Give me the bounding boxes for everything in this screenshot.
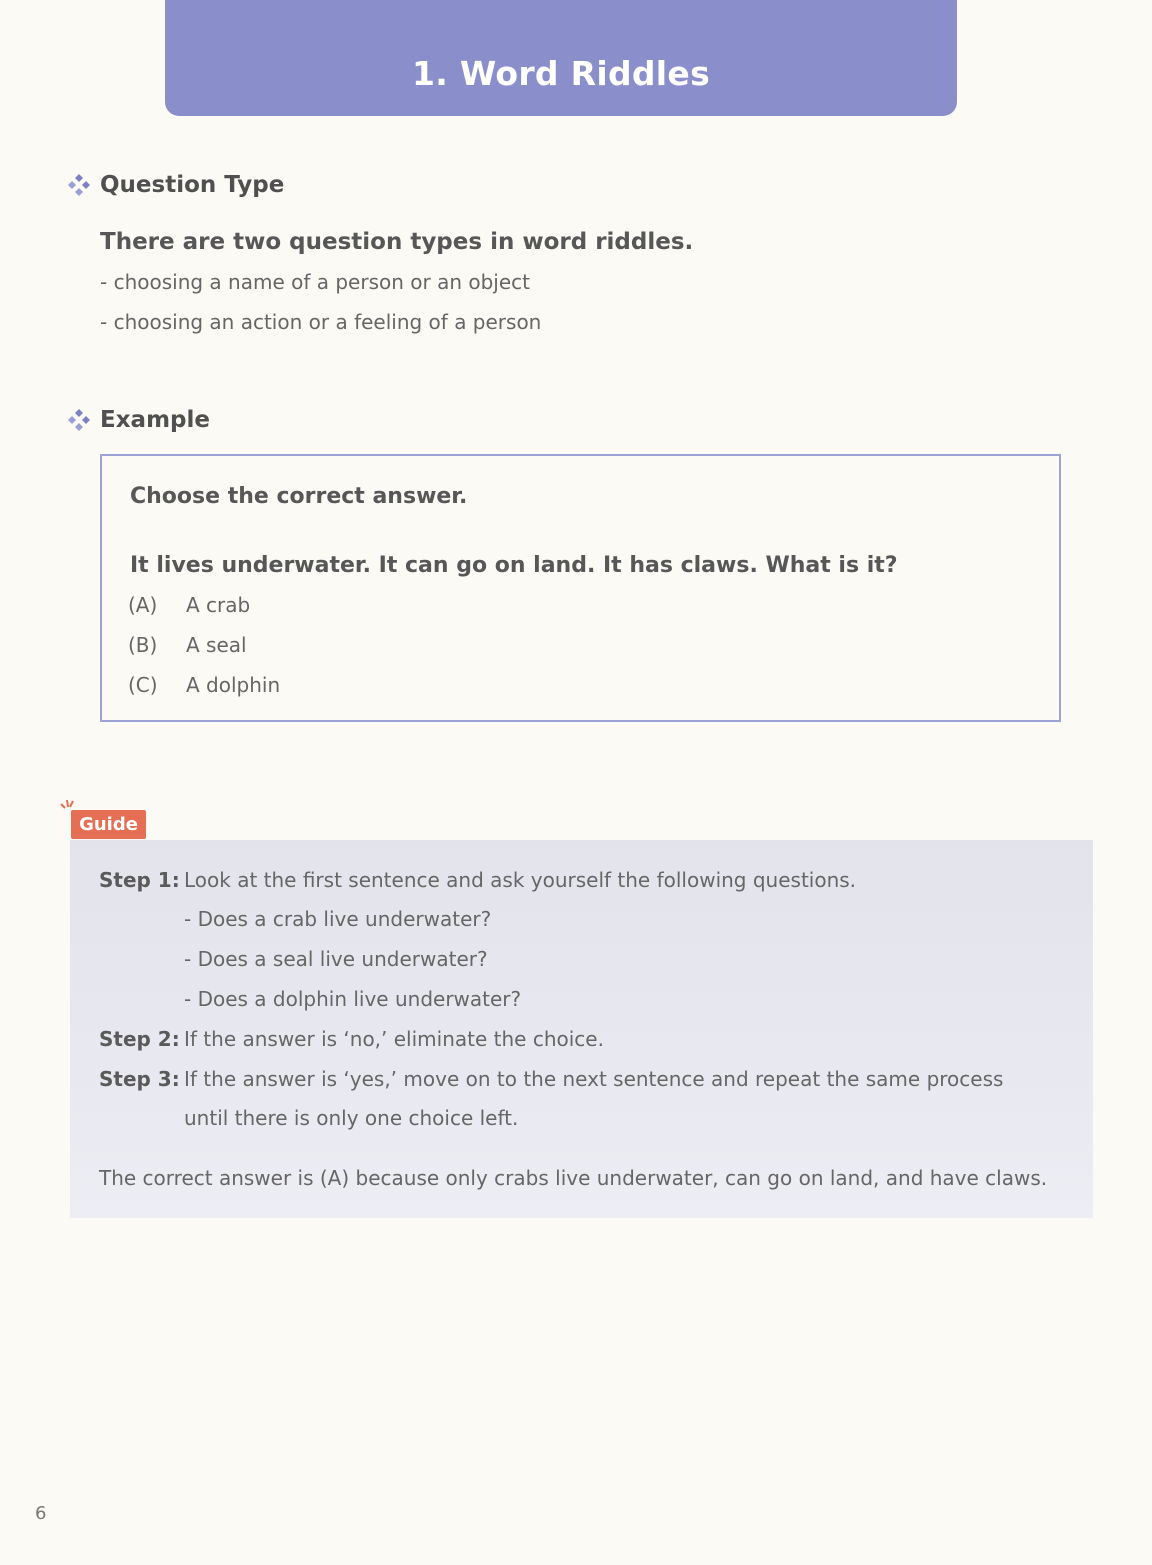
option-letter: (B) — [128, 633, 158, 657]
question-type-heading — [66, 172, 284, 198]
question-type-label: Question Type — [100, 172, 285, 198]
guide-tag: Guide — [71, 810, 146, 839]
step-1-sub-1: - Does a crab live underwater? — [184, 907, 492, 931]
option-letter: (A) — [128, 593, 158, 617]
step-2-label: Step 2: — [99, 1027, 180, 1051]
option-c — [128, 673, 280, 697]
option-a — [128, 593, 250, 617]
step-3-text: If the answer is ‘yes,’ move on to the next sentence and repeat the same process — [184, 1067, 1004, 1091]
question-type-lead: There are two question types in word riddles. — [100, 229, 694, 255]
step-1-sub-2: - Does a seal live underwater? — [184, 947, 488, 971]
option-text: A dolphin — [186, 673, 281, 697]
title-banner — [165, 0, 957, 116]
example-instruction: Choose the correct answer. — [130, 484, 468, 509]
question-type-item-1: - choosing a name of a person or an object — [100, 270, 531, 294]
step-2-text: If the answer is ‘no,’ eliminate the choice. — [184, 1027, 604, 1051]
example-question: It lives underwater. It can go on land. It has claws. What is it? — [130, 553, 898, 578]
page-title: 1. Word Riddles — [411, 53, 711, 93]
step-3-text-continued: until there is only one choice left. — [184, 1106, 519, 1130]
guide-box — [70, 840, 1093, 1218]
option-text: A seal — [186, 633, 247, 657]
example-box — [100, 454, 1061, 722]
diamond-cluster-icon — [66, 172, 92, 198]
guide-conclusion: The correct answer is (A) because only crabs live underwater, can go on land, and have claws. — [99, 1166, 1048, 1190]
step-1-sub-3: - Does a dolphin live underwater? — [184, 987, 522, 1011]
question-type-item-2: - choosing an action or a feeling of a person — [100, 310, 542, 334]
example-label: Example — [100, 407, 210, 433]
step-1-text: Look at the first sentence and ask yourself the following questions. — [184, 868, 857, 892]
example-heading — [66, 407, 210, 433]
option-text: A crab — [186, 593, 251, 617]
option-b — [128, 633, 247, 657]
option-letter: (C) — [128, 673, 158, 697]
step-1-label: Step 1: — [99, 868, 180, 892]
step-3-label: Step 3: — [99, 1067, 180, 1091]
diamond-cluster-icon — [66, 407, 92, 433]
page-number: 6 — [35, 1503, 47, 1524]
